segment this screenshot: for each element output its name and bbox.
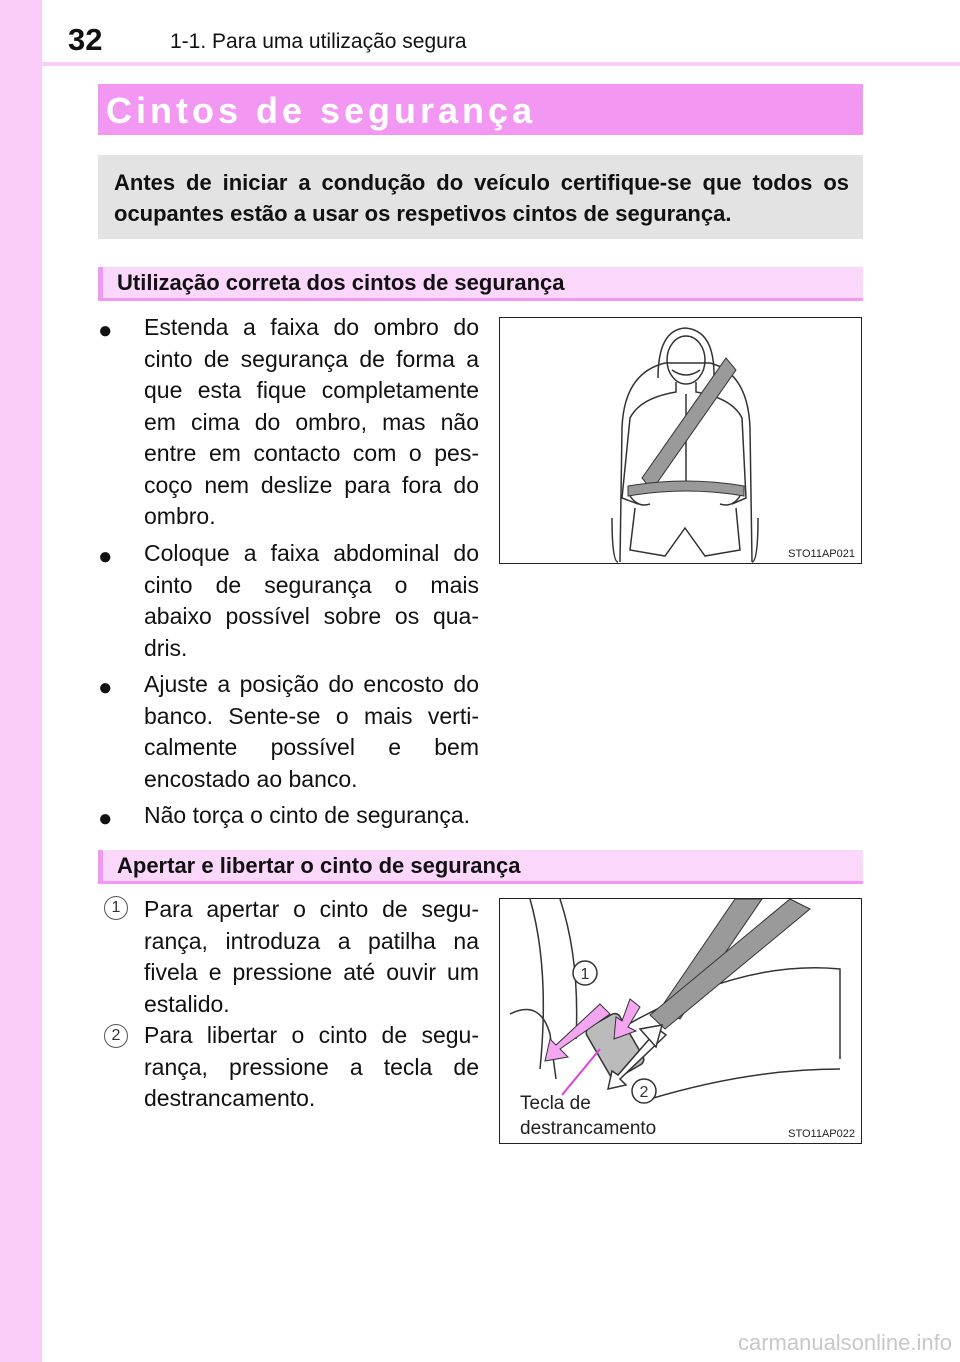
page-title: Cintos de segurança xyxy=(106,90,537,131)
figure-buckle-operation xyxy=(499,898,862,1144)
bullet-dot: ● xyxy=(98,543,113,570)
unlock-key-label-line1: Tecla de xyxy=(520,1093,591,1114)
figure-code: STO11AP021 xyxy=(788,548,855,560)
header-divider xyxy=(0,62,960,66)
section-heading-correct-use xyxy=(98,267,863,301)
step-number-1-icon: 1 xyxy=(104,896,128,920)
callout-2: 2 xyxy=(639,1084,649,1101)
step-number-2-icon: 2 xyxy=(104,1024,128,1048)
section-heading-text: Utilização correta dos cintos de segurança xyxy=(117,270,565,295)
bullet-text: Coloque a faixa abdominal do cinto de segurança o mais abaixo possível sobre os qua-dris. xyxy=(144,540,479,661)
page-number: 32 xyxy=(68,22,103,57)
section-heading-fasten-release xyxy=(98,850,863,884)
seated-person-illustration xyxy=(500,318,861,563)
chapter-title-bar xyxy=(98,84,863,135)
bullet-text: Não torça o cinto de segurança. xyxy=(144,802,471,828)
running-title: 1-1. Para uma utilização segura xyxy=(170,30,467,53)
bullet-text: Estenda a faixa do ombro do cinto de segurança de forma a que esta fique completamente em cima do ombro, mas não entre em contacto com o pes-coço nem deslize para fora do ombro. xyxy=(144,314,479,529)
watermark: carmanualsonline.info xyxy=(737,1330,952,1355)
section-heading-text: Apertar e libertar o cinto de segurança xyxy=(117,853,521,878)
unlock-key-label-line2: destrancamento xyxy=(520,1118,657,1139)
bullet-dot: ● xyxy=(98,317,113,344)
bullet-text: Ajuste a posição do encosto do banco. Sente-se o mais verti-calmente possível e bem encostado ao banco. xyxy=(144,671,479,792)
intro-text: Antes de iniciar a condução do veículo certifique-se que todos os ocupantes estão a usar os respetivos cintos de segurança. xyxy=(114,170,849,226)
side-color-strip xyxy=(0,0,42,1362)
callout-1: 1 xyxy=(580,966,590,983)
figure-code: STO11AP022 xyxy=(788,1128,855,1140)
step-text: Para libertar o cinto de segu-rança, pressione a tecla de destrancamento. xyxy=(144,1022,479,1111)
intro-box xyxy=(98,155,863,239)
step-text: Para apertar o cinto de segu-rança, introduza a patilha na fivela e pressione até ouvir um estalido. xyxy=(144,896,479,1017)
bullet-dot: ● xyxy=(98,674,113,701)
bullet-dot: ● xyxy=(98,805,113,832)
figure-seated-person-seatbelt xyxy=(499,317,862,564)
